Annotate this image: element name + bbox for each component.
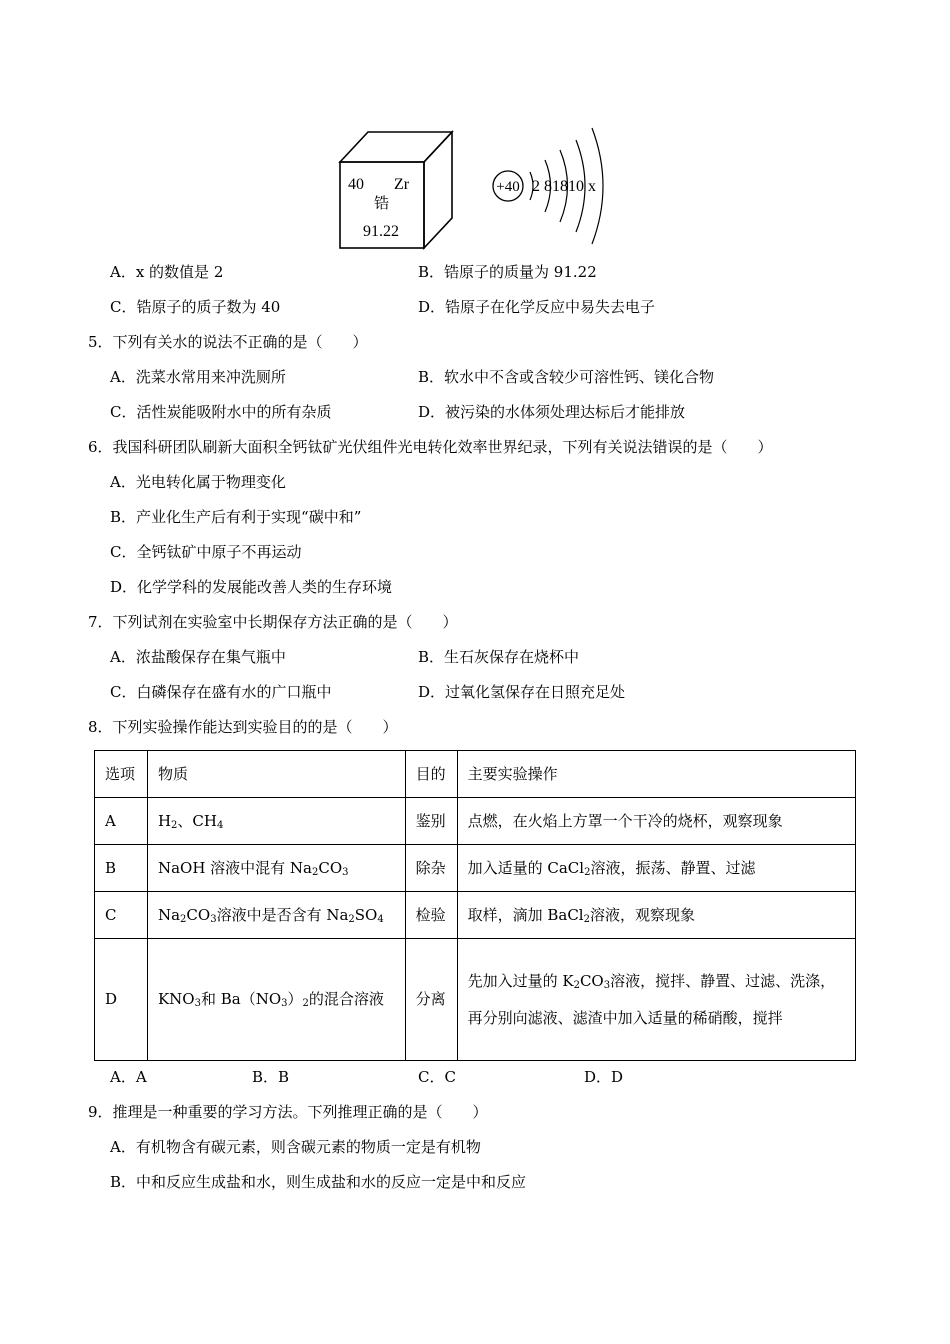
q5-option-b[interactable]: B．软水中不含或含较少可溶性钙、镁化合物 bbox=[418, 368, 715, 386]
q6-stem: 6．我国科研团队刷新大面积全钙钛矿光伏组件光电转化效率世界纪录，下列有关说法错误的是（ ） bbox=[88, 438, 773, 456]
q7-option-a[interactable]: A．浓盐酸保存在集气瓶中 bbox=[110, 648, 286, 666]
table-row bbox=[95, 798, 856, 845]
row-substance bbox=[147, 892, 405, 939]
text-part: CO bbox=[318, 858, 343, 877]
q5-stem: 5．下列有关水的说法不正确的是（ ） bbox=[88, 333, 368, 351]
q6-option-b[interactable]: B．产业化生产后有利于实现“碳中和” bbox=[110, 508, 362, 526]
row-purpose: 鉴别 bbox=[405, 798, 457, 845]
text-part: 、CH bbox=[177, 811, 217, 830]
table-header-row bbox=[95, 751, 856, 798]
row-substance bbox=[147, 939, 405, 1061]
q8-option-b[interactable]: B．B bbox=[252, 1068, 290, 1086]
text-part: H bbox=[157, 811, 172, 830]
subscript: 2 bbox=[312, 866, 319, 878]
subscript: 4 bbox=[216, 819, 224, 831]
text-part: 的混合溶液 bbox=[308, 990, 384, 1008]
header-operation: 主要实验操作 bbox=[457, 751, 855, 798]
header-substance: 物质 bbox=[147, 751, 405, 798]
q9-stem: 9．推理是一种重要的学习方法。下列推理正确的是（ ） bbox=[88, 1103, 488, 1121]
table-row bbox=[95, 892, 856, 939]
subscript: 2 bbox=[584, 866, 591, 878]
q7-option-d[interactable]: D．过氧化氢保存在日照充足处 bbox=[418, 683, 626, 701]
text-part: CO bbox=[186, 905, 211, 924]
row-operation bbox=[457, 939, 855, 1061]
q5-option-a[interactable]: A．洗菜水常用来冲洗厕所 bbox=[110, 368, 286, 386]
nucleus-charge: +40 bbox=[496, 179, 520, 195]
q7-stem: 7．下列试剂在实验室中长期保存方法正确的是（ ） bbox=[88, 613, 458, 631]
text-part: ） bbox=[287, 990, 303, 1008]
cell-atomic-number: 40 bbox=[348, 176, 364, 193]
cell-symbol: Zr bbox=[394, 176, 410, 193]
subscript: 4 bbox=[377, 913, 384, 925]
text-part: 溶液中是否含有 Na bbox=[216, 905, 349, 924]
row-substance bbox=[147, 798, 405, 845]
header-option: 选项 bbox=[95, 751, 148, 798]
text-part: KNO bbox=[157, 990, 195, 1008]
q6-option-d[interactable]: D．化学学科的发展能改善人类的生存环境 bbox=[110, 578, 393, 596]
q5-option-d[interactable]: D．被污染的水体须处理达标后才能排放 bbox=[418, 403, 686, 421]
table-row bbox=[95, 845, 856, 892]
subscript: 2 bbox=[180, 913, 187, 925]
text-part: SO bbox=[354, 905, 378, 924]
q8-answer-options bbox=[0, 1067, 950, 1087]
subscript: 2 bbox=[573, 979, 580, 991]
q9-option-b[interactable]: B．中和反应生成盐和水，则生成盐和水的反应一定是中和反应 bbox=[110, 1173, 527, 1191]
q6-option-c[interactable]: C．全钙钛矿中原子不再运动 bbox=[110, 543, 302, 561]
row-substance bbox=[147, 845, 405, 892]
text-part: 溶液，观察现象 bbox=[589, 905, 695, 924]
subscript: 3 bbox=[281, 998, 288, 1009]
q8-option-a[interactable]: A．A bbox=[110, 1068, 147, 1086]
text-part: 先加入过量的 K bbox=[467, 971, 574, 990]
q8-option-d[interactable]: D．D bbox=[584, 1068, 624, 1086]
q4-option-b[interactable]: B．锆原子的质量为 91.22 bbox=[418, 263, 597, 281]
text-part: 加入适量的 CaCl bbox=[467, 858, 585, 877]
text-part: 和 Ba（NO bbox=[200, 990, 282, 1008]
shell-electron-numbers: 2 81810 x bbox=[532, 178, 596, 195]
row-option: A bbox=[95, 798, 148, 845]
q7-option-b[interactable]: B．生石灰保存在烧杯中 bbox=[418, 648, 580, 666]
zirconium-figure bbox=[330, 120, 630, 255]
text-part: CO bbox=[579, 971, 604, 990]
q4-option-a[interactable]: A．x 的数值是 2 bbox=[110, 263, 224, 281]
text-part: 取样，滴加 BaCl bbox=[467, 905, 584, 924]
subscript: 3 bbox=[194, 998, 201, 1009]
text-part: 溶液，振荡、静置、过滤 bbox=[590, 858, 756, 877]
q8-stem: 8．下列实验操作能达到实验目的的是（ ） bbox=[88, 718, 398, 736]
subscript: 3 bbox=[342, 866, 349, 878]
q6-option-a[interactable]: A．光电转化属于物理变化 bbox=[110, 473, 286, 491]
q8-option-c[interactable]: C．C bbox=[418, 1068, 456, 1086]
row-purpose: 分离 bbox=[405, 939, 457, 1061]
subscript: 3 bbox=[210, 913, 217, 925]
table-row bbox=[95, 939, 856, 1061]
subscript: 2 bbox=[302, 998, 309, 1009]
subscript: 2 bbox=[171, 819, 178, 831]
header-purpose: 目的 bbox=[405, 751, 457, 798]
cell-element-name: 锆 bbox=[374, 194, 390, 212]
q4-option-c[interactable]: C．锆原子的质子数为 40 bbox=[110, 298, 281, 316]
subscript: 2 bbox=[583, 913, 590, 925]
subscript: 3 bbox=[603, 979, 611, 991]
q4-option-d[interactable]: D．锆原子在化学反应中易失去电子 bbox=[418, 298, 656, 316]
row-purpose: 除杂 bbox=[405, 845, 457, 892]
text-part: NaOH 溶液中混有 Na bbox=[157, 858, 313, 877]
row-operation: 点燃，在火焰上方罩一个干冷的烧杯，观察现象 bbox=[457, 798, 855, 845]
q5-option-c[interactable]: C．活性炭能吸附水中的所有杂质 bbox=[110, 403, 332, 421]
row-purpose: 检验 bbox=[405, 892, 457, 939]
text-part: Na bbox=[157, 905, 181, 924]
row-option: D bbox=[95, 939, 148, 1061]
row-operation bbox=[457, 845, 855, 892]
row-operation bbox=[457, 892, 855, 939]
subscript: 2 bbox=[348, 913, 355, 925]
q7-option-c[interactable]: C．白磷保存在盛有水的广口瓶中 bbox=[110, 683, 332, 701]
text-part: 溶液，搅拌、静置、过滤、洗涤，再分别向滤液、滤渣中加入适量的稀硝酸，搅拌 bbox=[467, 971, 836, 1027]
cell-atomic-mass: 91.22 bbox=[363, 223, 399, 240]
row-option: C bbox=[95, 892, 148, 939]
experiment-table bbox=[94, 750, 856, 1061]
q9-option-a[interactable]: A．有机物含有碳元素，则含碳元素的物质一定是有机物 bbox=[110, 1138, 481, 1156]
row-option: B bbox=[95, 845, 148, 892]
